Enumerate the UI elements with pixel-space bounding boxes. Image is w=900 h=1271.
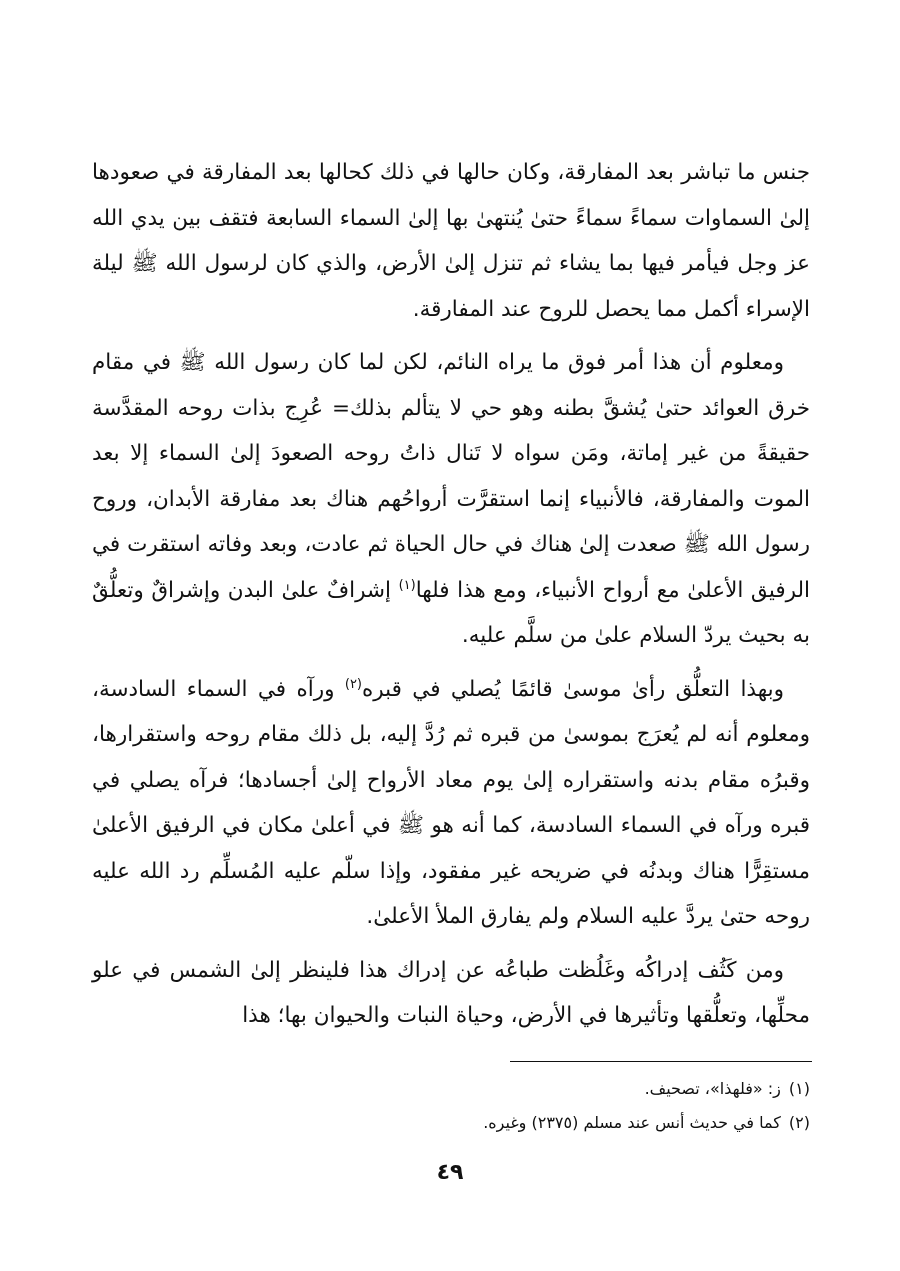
paragraph-2-text-after: إشرافٌ علىٰ البدن وإشراقٌ وتعلُّقٌ به بحيث يردّ السلام علىٰ من سلَّم عليه. bbox=[92, 577, 810, 648]
footnote-1-number: (١) bbox=[788, 1079, 810, 1098]
footnote-2 bbox=[92, 1106, 810, 1140]
footnote-1 bbox=[92, 1072, 810, 1106]
footnote-ref-2[interactable]: (٢) bbox=[344, 676, 362, 692]
footnote-2-number: (٢) bbox=[788, 1113, 810, 1132]
page-number: ٤٩ bbox=[436, 1160, 464, 1185]
footnote-ref-1[interactable]: (١) bbox=[398, 577, 416, 593]
paragraph-3-text-after: ورآه في السماء السادسة، ومعلوم أنه لم يُعرَج بموسىٰ من قبره ثم رُدَّ إليه، بل ذلك مقام روحه واستقرارها، وقبرُه مقام بدنه واستقراره إلىٰ يوم معاد الأرواح إلىٰ أجسادها؛ فرآه يصلي في قبره ورآه في السماء السادسة، كما أنه هو ﷺ في أعلىٰ مكان في الرفيق الأعلىٰ مستقِرًّا هناك وبدنُه في ضريحه غير مفقود، وإذا سلّم عليه المُسلِّم رد الله عليه روحه حتىٰ يردَّ عليه السلام ولم يفارق الملأ الأعلىٰ. bbox=[92, 676, 810, 929]
paragraph-3-text-before: وبهذا التعلُّق رأىٰ موسىٰ قائمًا يُصلي في قبره bbox=[362, 676, 784, 702]
paragraph-4 bbox=[92, 948, 810, 1039]
paragraph-2-text-before: ومعلوم أن هذا أمر فوق ما يراه النائم، لكن لما كان رسول الله ﷺ في مقام خرق العوائد حتىٰ يُشقَّ بطنه وهو حي لا يتألم بذلك= عُرِج بذات روحه المقدَّسة حقيقةً من غير إماتة، ومَن سواه لا تَنال ذاتُ روحه الصعودَ إلىٰ السماء إلا بعد الموت والمفارقة، فالأنبياء إنما استقرَّت أرواحُهم هناك بعد مفارقة الأبدان، وروح رسول الله ﷺ صعدت إلىٰ هناك في حال الحياة ثم عادت، وبعد وفاته استقرت في الرفيق الأعلىٰ مع أرواح الأنبياء، ومع هذا فلها bbox=[92, 350, 810, 603]
main-text bbox=[92, 150, 810, 1047]
footnote-2-text: كما في حديث أنس عند مسلم (٢٣٧٥) وغيره. bbox=[483, 1113, 781, 1132]
paragraph-1 bbox=[92, 150, 810, 332]
footnotes bbox=[92, 1072, 810, 1140]
paragraph-1-text: جنس ما تباشر بعد المفارقة، وكان حالها في ذلك كحالها بعد المفارقة في صعودها إلىٰ السماوات سماءً سماءً حتىٰ يُنتهىٰ بها إلىٰ السماء السابعة فتقف بين يدي الله عز وجل فيأمر فيها بما يشاء ثم تنزل إلىٰ الأرض، والذي كان لرسول الله ﷺ ليلة الإسراء أكمل مما يحصل للروح عند المفارقة. bbox=[92, 160, 810, 322]
footnote-1-text: ز: «فلهذا»، تصحيف. bbox=[644, 1079, 781, 1098]
footnote-separator bbox=[510, 1061, 812, 1062]
paragraph-4-text: ومن كَثُف إدراكُه وغَلُظت طباعُه عن إدراك هذا فلينظر إلىٰ الشمس في علو محلِّها، وتعلُّقها وتأثيرها في الأرض، وحياة النبات والحيوان بها؛ هذا bbox=[92, 957, 810, 1028]
paragraph-2 bbox=[92, 340, 810, 659]
paragraph-3 bbox=[92, 667, 810, 940]
